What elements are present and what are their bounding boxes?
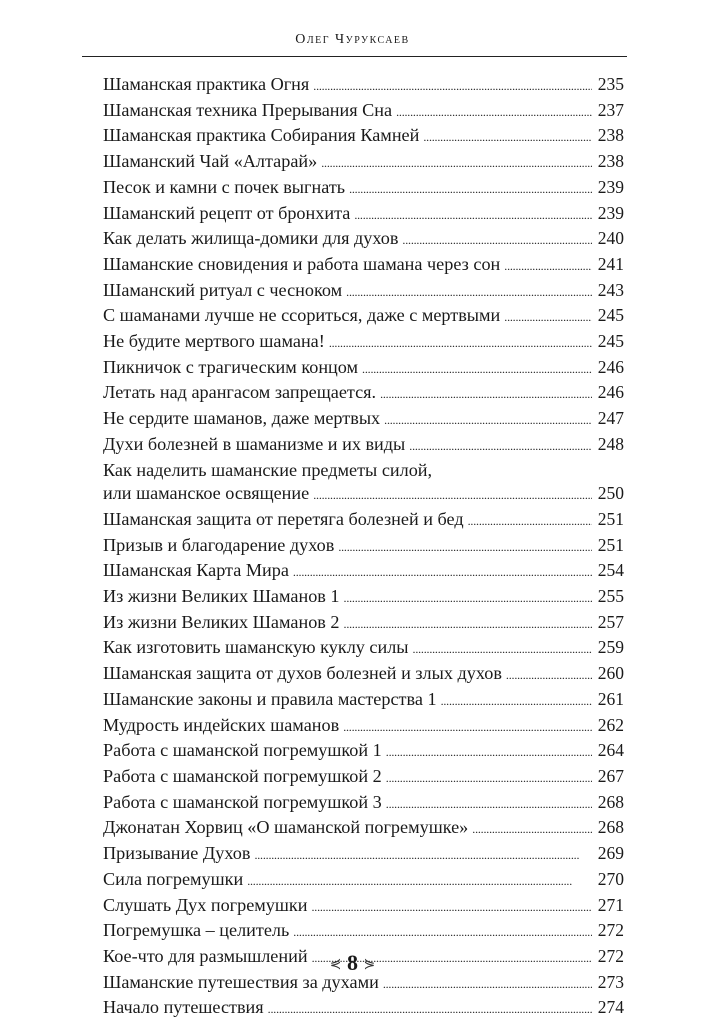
toc-entry-title: Летать над арангасом запрещается.	[103, 382, 377, 403]
toc-entry-title: Шаманский Чай «Алтарай»	[103, 151, 318, 172]
toc-entry-page: 246	[597, 356, 624, 377]
toc-entry	[103, 150, 624, 176]
toc-leader-dots	[468, 510, 592, 534]
toc-entry-page: 272	[597, 945, 624, 966]
toc-entry	[103, 739, 624, 765]
toc-leader-dots	[311, 896, 591, 920]
toc-leader-dots	[293, 561, 592, 585]
toc-entry-page: 273	[597, 971, 624, 992]
toc-entry-title: Шаманская Карта Мира	[103, 560, 289, 581]
toc-leader-dots	[338, 536, 591, 560]
toc-entry	[103, 765, 624, 791]
toc-entry	[103, 330, 624, 356]
toc-entry	[103, 534, 624, 560]
toc-entry-page: 269	[597, 843, 624, 864]
toc-entry-page: 239	[597, 176, 624, 197]
toc-leader-dots	[396, 101, 592, 125]
toc-entry-title: Не будите мертвого шамана!	[103, 331, 325, 352]
toc-entry-page: 267	[597, 765, 624, 786]
toc-leader-dots	[504, 306, 591, 330]
toc-entry-title: Работа с шаманской погремушкой 1	[103, 740, 382, 761]
toc-entry-title: Пикничок с трагическим концом	[103, 356, 359, 377]
toc-entry	[103, 559, 624, 585]
toc-entry-title: Духи болезней в шаманизме и их виды	[103, 433, 406, 454]
toc-entry-title: Погремушка – целитель	[103, 920, 290, 941]
toc-entry-page: 271	[597, 894, 624, 915]
table-of-contents	[103, 73, 624, 1022]
toc-entry-page: 243	[597, 279, 624, 300]
toc-entry-page: 255	[597, 586, 624, 607]
toc-entry-title: или шаманское освящение	[103, 483, 310, 504]
toc-entry	[103, 459, 624, 483]
toc-entry-title: Как делать жилища-домики для духов	[103, 228, 399, 249]
toc-entry-title: Сила погремушки	[103, 868, 244, 889]
toc-entry-page: 264	[597, 740, 624, 761]
toc-entry-title: Песок и камни с почек выгнать	[103, 176, 346, 197]
toc-entry	[103, 99, 624, 125]
toc-leader-dots	[441, 690, 592, 714]
toc-entry-title: Джонатан Хорвиц «О шаманской погремушке»	[103, 817, 469, 838]
toc-entry	[103, 73, 624, 99]
toc-leader-dots	[386, 793, 592, 817]
toc-leader-dots	[409, 435, 591, 459]
toc-leader-dots	[402, 229, 591, 253]
toc-leader-dots	[344, 613, 592, 637]
toc-leader-dots	[254, 844, 591, 868]
toc-entry	[103, 381, 624, 407]
toc-entry-title: Шаманская техника Прерывания Сна	[103, 99, 393, 120]
toc-leader-dots	[313, 75, 591, 99]
toc-entry-page: 248	[597, 433, 624, 454]
toc-entry-page: 259	[597, 637, 624, 658]
toc-entry	[103, 585, 624, 611]
toc-entry-title: Начало путешествия	[103, 997, 264, 1018]
toc-entry-title: Шаманская защита от перетяга болезней и бед	[103, 508, 464, 529]
toc-entry	[103, 611, 624, 637]
toc-entry	[103, 894, 624, 920]
toc-entry-title: Из жизни Великих Шаманов 2	[103, 611, 340, 632]
toc-leader-dots	[386, 741, 592, 765]
toc-entry	[103, 636, 624, 662]
toc-leader-dots	[344, 587, 592, 611]
toc-leader-dots	[349, 178, 592, 202]
toc-entry-title: Призывание Духов	[103, 843, 251, 864]
toc-entry-page: 257	[597, 611, 624, 632]
toc-entry-title: Шаманские сновидения и работа шамана через сон	[103, 253, 501, 274]
toc-entry-title: Шаманская практика Собирания Камней	[103, 125, 420, 146]
toc-leader-dots	[506, 664, 592, 688]
toc-entry-title: Шаманский ритуал с чесноком	[103, 279, 343, 300]
toc-entry-page: 260	[597, 663, 624, 684]
toc-entry	[103, 714, 624, 740]
toc-leader-dots	[384, 409, 592, 433]
toc-entry-title: Из жизни Великих Шаманов 1	[103, 586, 340, 607]
toc-entry	[103, 688, 624, 714]
toc-entry-title: Мудрость индейских шаманов	[103, 714, 340, 735]
toc-entry-title: Шаманская практика Огня	[103, 74, 310, 94]
toc-entry	[103, 508, 624, 534]
toc-entry-title: Шаманская защита от духов болезней и злых духов	[103, 663, 502, 684]
toc-entry-title: Работа с шаманской погремушкой 2	[103, 765, 382, 786]
toc-entry	[103, 176, 624, 202]
toc-entry	[103, 868, 624, 894]
toc-entry-title: Работа с шаманской погремушкой 3	[103, 791, 382, 812]
toc-leader-dots	[329, 332, 592, 356]
toc-entry	[103, 433, 624, 459]
toc-entry-title: Слушать Дух погремушки	[103, 894, 308, 915]
footer-ornament-left: ⋞	[329, 957, 342, 973]
toc-entry	[103, 227, 624, 253]
toc-entry	[103, 279, 624, 305]
toc-entry-title: Кое-что для размышлений	[103, 945, 308, 966]
header-rule	[82, 56, 627, 57]
toc-leader-dots	[247, 870, 592, 894]
toc-entry	[103, 356, 624, 382]
toc-leader-dots	[343, 716, 592, 740]
toc-entry	[103, 482, 624, 508]
toc-leader-dots	[380, 383, 592, 407]
toc-leader-dots	[313, 484, 592, 508]
page-number: 8	[347, 950, 358, 975]
toc-entry-page: 235	[597, 74, 624, 94]
toc-entry-page: 272	[597, 920, 624, 941]
toc-entry-page: 237	[597, 99, 624, 120]
footer-ornament-right: ⋟	[363, 957, 376, 973]
toc-leader-dots	[354, 204, 591, 228]
page-footer	[0, 950, 705, 976]
toc-leader-dots	[472, 818, 591, 842]
toc-entry-page: 246	[597, 382, 624, 403]
toc-entry	[103, 407, 624, 433]
toc-entry-page: 239	[597, 202, 624, 223]
toc-leader-dots	[362, 358, 592, 382]
toc-entry-title: Шаманские законы и правила мастерства 1	[103, 688, 437, 709]
toc-entry-page: 262	[597, 714, 624, 735]
toc-entry-page: 238	[597, 151, 624, 172]
toc-entry-page: 250	[597, 483, 624, 504]
toc-leader-dots	[293, 921, 591, 945]
toc-entry	[103, 304, 624, 330]
toc-entry-title: Призыв и благодарение духов	[103, 534, 335, 555]
toc-entry	[103, 842, 624, 868]
toc-entry-page: 251	[597, 508, 624, 529]
toc-entry-page: 270	[597, 868, 624, 889]
toc-leader-dots	[423, 126, 591, 150]
toc-leader-dots	[268, 998, 592, 1022]
toc-leader-dots	[386, 767, 592, 791]
toc-entry-page: 245	[597, 331, 624, 352]
toc-leader-dots	[321, 152, 592, 176]
toc-entry	[103, 662, 624, 688]
toc-entry-page: 268	[597, 817, 624, 838]
toc-entry-title: Шаманские путешествия за духами	[103, 971, 379, 992]
toc-entry-page: 268	[597, 791, 624, 812]
toc-entry-title: С шаманами лучше не ссориться, даже с мертвыми	[103, 305, 501, 326]
toc-entry-page: 238	[597, 125, 624, 146]
running-header-author: Олег Чуруксаев	[295, 32, 410, 47]
toc-entry-page: 241	[597, 253, 624, 274]
toc-leader-dots	[346, 281, 592, 305]
toc-entry-page: 274	[597, 997, 624, 1018]
toc-entry-page: 251	[597, 534, 624, 555]
toc-entry	[103, 919, 624, 945]
toc-entry-page: 254	[597, 560, 624, 581]
toc-entry	[103, 791, 624, 817]
toc-entry	[103, 202, 624, 228]
toc-entry-page: 245	[597, 305, 624, 326]
toc-entry-title: Не сердите шаманов, даже мертвых	[103, 408, 381, 429]
toc-entry	[103, 124, 624, 150]
toc-entry-title: Как наделить шаманские предметы силой,	[103, 459, 433, 480]
toc-leader-dots	[383, 973, 592, 997]
toc-entry-title: Как изготовить шаманскую куклу силы	[103, 637, 409, 658]
toc-entry-page: 247	[597, 408, 624, 429]
toc-leader-dots	[504, 255, 591, 279]
toc-leader-dots	[413, 638, 592, 662]
toc-entry	[103, 996, 624, 1022]
toc-entry-page: 240	[597, 228, 624, 249]
toc-entry	[103, 816, 624, 842]
toc-entry-page: 261	[597, 688, 624, 709]
toc-entry-title: Шаманский рецепт от бронхита	[103, 202, 351, 223]
toc-entry	[103, 253, 624, 279]
